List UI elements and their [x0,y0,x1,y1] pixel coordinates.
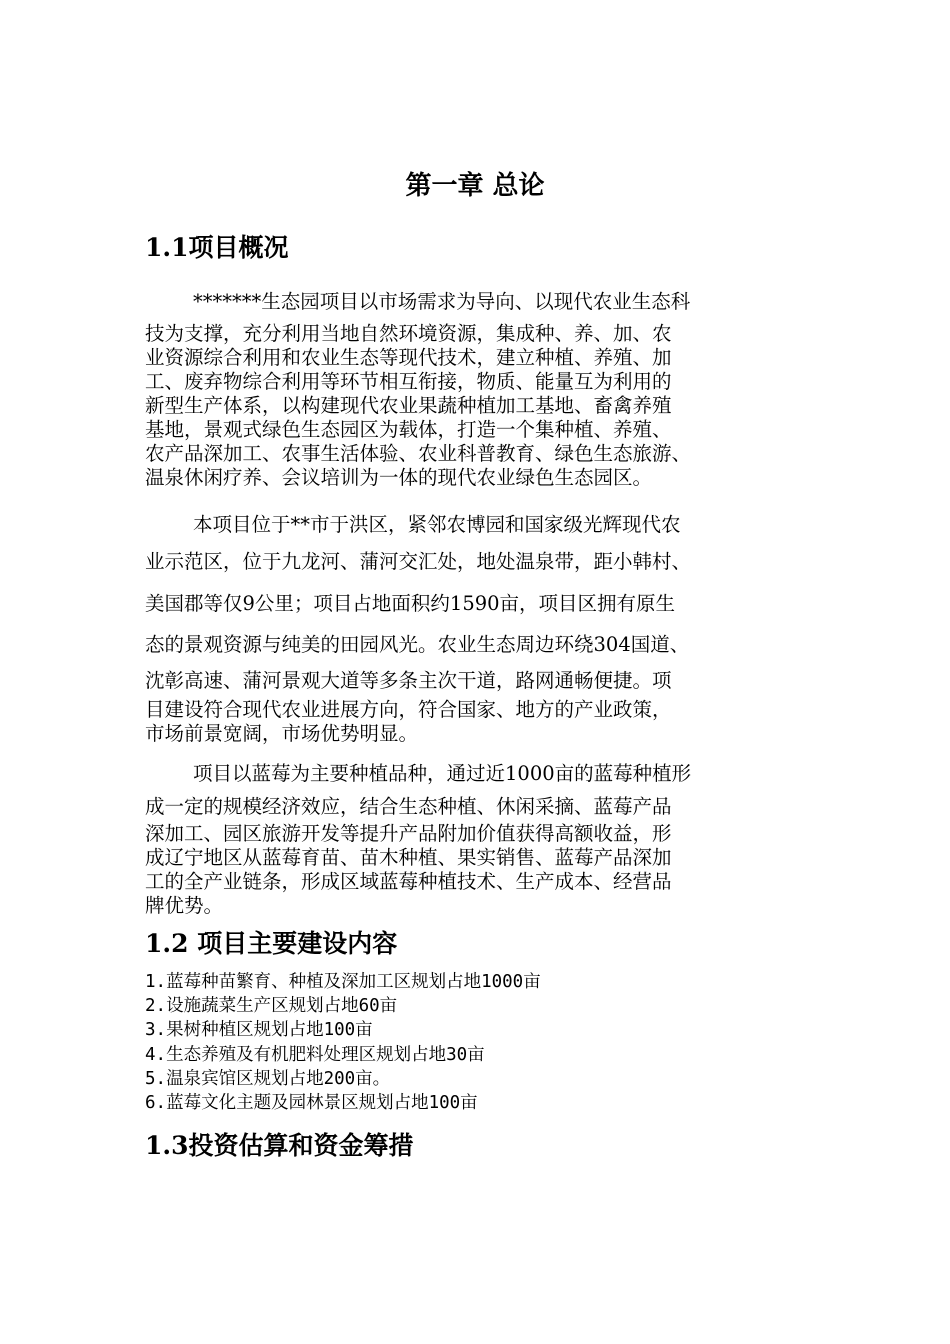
paragraph-line: 业示范区，位于九龙河、蒲河交汇处，地处温泉带，距小韩村、 [145,550,692,573]
paragraph-line: 基地，景观式绿色生态园区为载体，打造一个集种植、养殖、 [145,418,672,441]
paragraph-line: 温泉休闲疗养、会议培训为一体的现代农业绿色生态园区。 [145,466,653,489]
paragraph-line: 美国郡等仅9公里；项目占地面积约1590亩，项目区拥有原生 [145,592,676,615]
list-item: 4.生态养殖及有机肥料处理区规划占地30亩 [145,1044,485,1065]
paragraph-line: 工的全产业链条，形成区域蓝莓种植技术、生产成本、经营品 [145,870,672,893]
paragraph-line: 业资源综合利用和农业生态等现代技术，建立种植、养殖、加 [145,346,672,369]
paragraph-line: 牌优势。 [145,894,224,917]
paragraph-line: 成辽宁地区从蓝莓育苗、苗木种植、果实销售、蓝莓产品深加 [145,846,672,869]
construction-items-list [145,970,805,1115]
list-item: 5.温泉宾馆区规划占地200亩。 [145,1068,391,1089]
paragraph-line: 市场前景宽阔，市场优势明显。 [145,722,419,745]
paragraph-line: 目建设符合现代农业进展方向，符合国家、地方的产业政策， [145,698,672,721]
paragraph-line: 成一定的规模经济效应，结合生态种植、休闲采摘、蓝莓产品 [145,795,672,818]
paragraph-line: 工、废弃物综合利用等环节相互衔接，物质、能量互为利用的 [145,370,672,393]
paragraph-line: 沈彰高速、蒲河景观大道等多条主次干道，路网通畅便捷。项 [145,669,672,692]
section-heading-investment: 1.3投资估算和资金筹措 [145,1131,414,1160]
paragraph-line: 本项目位于**市于洪区，紧邻农博园和国家级光辉现代农 [193,513,681,536]
paragraph-line: 技为支撑，充分利用当地自然环境资源，集成种、养、加、农 [145,322,672,345]
chapter-title: 第一章 总论 [405,171,545,201]
list-item: 2.设施蔬菜生产区规划占地60亩 [145,996,398,1017]
paragraph-project-location [145,508,805,746]
paragraph-line: 新型生产体系，以构建现代农业果蔬种植加工基地、畜禽养殖 [145,394,672,417]
list-item: 6.蓝莓文化主题及园林景区规划占地100亩 [145,1092,478,1113]
list-item: 3.果树种植区规划占地100亩 [145,1020,373,1041]
paragraph-line: 深加工、园区旅游开发等提升产品附加价值获得高额收益，形 [145,822,672,845]
paragraph-line: 态的景观资源与纯美的田园风光。农业生态周边环绕304国道、 [145,633,690,656]
paragraph-line: *******生态园项目以市场需求为导向、以现代农业生态科 [193,290,691,313]
paragraph-line: 项目以蓝莓为主要种植品种，通过近1000亩的蓝莓种植形 [193,762,692,785]
list-item: 1.蓝莓种苗繁育、种植及深加工区规划占地1000亩 [145,972,541,992]
paragraph-blueberry-plan [145,756,805,918]
section-heading-construction: 1.2 项目主要建设内容 [145,929,398,958]
section-heading-overview: 1.1项目概况 [145,233,289,262]
paragraph-project-overview [145,282,805,490]
paragraph-line: 农产品深加工、农事生活体验、农业科普教育、绿色生态旅游、 [145,442,692,465]
